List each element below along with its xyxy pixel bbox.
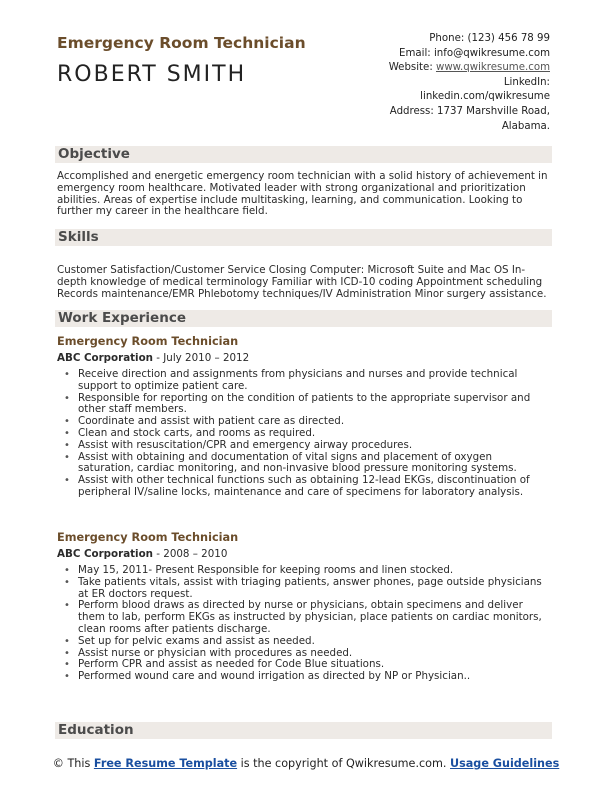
- contact-website: [320, 61, 550, 76]
- list-item: • Clean and stock carts, and rooms as required.: [64, 426, 316, 439]
- job-2-bullets: [57, 565, 549, 683]
- bullet-icon: •: [64, 635, 70, 647]
- job-2-company: ABC Corporation: [57, 548, 153, 560]
- job-2-dates: - 2008 – 2010: [153, 548, 228, 560]
- list-item: • Take patients vitals, assist with triaging patients, answer phones, page outside physicians at ER doctors request.: [64, 575, 542, 600]
- bullet-icon: •: [64, 392, 70, 404]
- education-heading: Education: [58, 722, 134, 738]
- bullet-icon: •: [64, 416, 70, 428]
- contact-phone: Phone: (123) 456 78 99: [429, 33, 550, 44]
- contact-website-label: Website:: [388, 62, 436, 74]
- candidate-name: ROBERT SMITH: [57, 62, 247, 87]
- list-item: • Perform CPR and assist as needed for Code Blue situations.: [64, 658, 385, 671]
- job-1-bullets: [57, 369, 549, 499]
- bullet-icon: •: [64, 451, 70, 463]
- bullet-icon: •: [64, 427, 70, 439]
- list-item: • May 15, 2011- Present Responsible for keeping rooms and linen stocked.: [64, 564, 454, 576]
- job-1-company: ABC Corporation: [57, 352, 153, 364]
- bullet-icon: •: [64, 475, 70, 487]
- bullet-icon: •: [64, 647, 70, 659]
- list-item: • Performed wound care and wound irrigation as directed by NP or Physician..: [64, 670, 471, 683]
- list-item: • Assist with obtaining and documentation of vital signs and placement of oxygen saturation, cardiac monitoring, and non-invasive blood pressure monitoring systems.: [64, 450, 517, 475]
- list-item: • Assist with other technical functions such as obtaining 12-lead EKGs, discontinuation of peripheral IV/saline locks, maintenance and care of specimens for laboratory analysis.: [64, 474, 530, 498]
- list-item: • Responsible for reporting on the condition of patients to the appropriate supervisor and other staff members.: [64, 391, 531, 416]
- footer-prefix: © This: [52, 757, 94, 770]
- bullet-icon: •: [64, 600, 70, 612]
- objective-heading: Objective: [58, 146, 130, 162]
- contact-address-line2: Alabama.: [501, 120, 550, 132]
- job-1-title: Emergency Room Technician: [57, 335, 239, 348]
- job-2-company-line: [57, 548, 227, 560]
- list-item: • Assist with resuscitation/CPR and emergency airway procedures.: [64, 438, 413, 451]
- skills-section-header: [55, 229, 552, 246]
- objective-section-header: [55, 146, 552, 163]
- skills-text: Customer Satisfaction/Customer Service Closing Computer: Microsoft Suite and Mac OS In-depth knowledge of medical terminology Familiar with ICD-10 coding Appointment scheduling Records maintenance/EMR Phlebotomy techniques/IV Administration Minor surgery assistance.: [57, 264, 547, 300]
- list-item: • Perform blood draws as directed by nurse or physicians, obtain specimens and deliver them to lab, perform EKGs as instructed by physician, place patients on cardiac monitors, clean rooms after patients discharge.: [64, 599, 542, 635]
- job-1-company-line: [57, 352, 249, 364]
- bullet-icon: •: [64, 671, 70, 683]
- list-item: • Assist nurse or physician with procedures as needed.: [64, 646, 353, 659]
- list-item: • Coordinate and assist with patient care as directed.: [64, 415, 345, 428]
- experience-section-header: [55, 310, 552, 327]
- bullet-icon: •: [64, 565, 70, 576]
- footer-middle: is the copyright of Qwikresume.com.: [237, 757, 451, 770]
- resume-job-title: Emergency Room Technician: [57, 34, 306, 52]
- contact-block: [320, 32, 550, 134]
- contact-linkedin-value: linkedin.com/qwikresume: [420, 91, 550, 103]
- list-item: • Receive direction and assignments from physicians and nurses and provide technical support to optimize patient care.: [64, 368, 518, 392]
- contact-address-line1: Address: 1737 Marshville Road,: [389, 105, 550, 117]
- bullet-icon: •: [64, 576, 70, 588]
- contact-email: Email: info@qwikresume.com: [399, 47, 550, 59]
- contact-website-link[interactable]: www.qwikresume.com: [435, 62, 550, 74]
- experience-heading: Work Experience: [58, 310, 186, 326]
- education-section-header: [55, 722, 552, 739]
- objective-text: Accomplished and energetic emergency room technician with a solid history of achievement in emergency room healthcare. Motivated leader with strong organizational and prioritization abilities. Areas of expertise include multitasking, learning, and communication. Looking to further my career in the healthcare field.: [57, 170, 548, 218]
- contact-linkedin-label: LinkedIn:: [503, 76, 550, 88]
- free-resume-template-link[interactable]: Free Resume Template: [93, 757, 238, 770]
- usage-guidelines-link[interactable]: Usage Guidelines: [450, 757, 560, 770]
- list-item: • Set up for pelvic exams and assist as needed.: [64, 634, 315, 647]
- bullet-icon: •: [64, 659, 70, 671]
- footer-copyright: [0, 757, 612, 771]
- bullet-icon: •: [64, 369, 70, 380]
- bullet-icon: •: [64, 439, 70, 451]
- job-1-dates: - July 2010 – 2012: [153, 352, 250, 364]
- skills-heading: Skills: [58, 229, 99, 245]
- job-2-title: Emergency Room Technician: [57, 531, 239, 544]
